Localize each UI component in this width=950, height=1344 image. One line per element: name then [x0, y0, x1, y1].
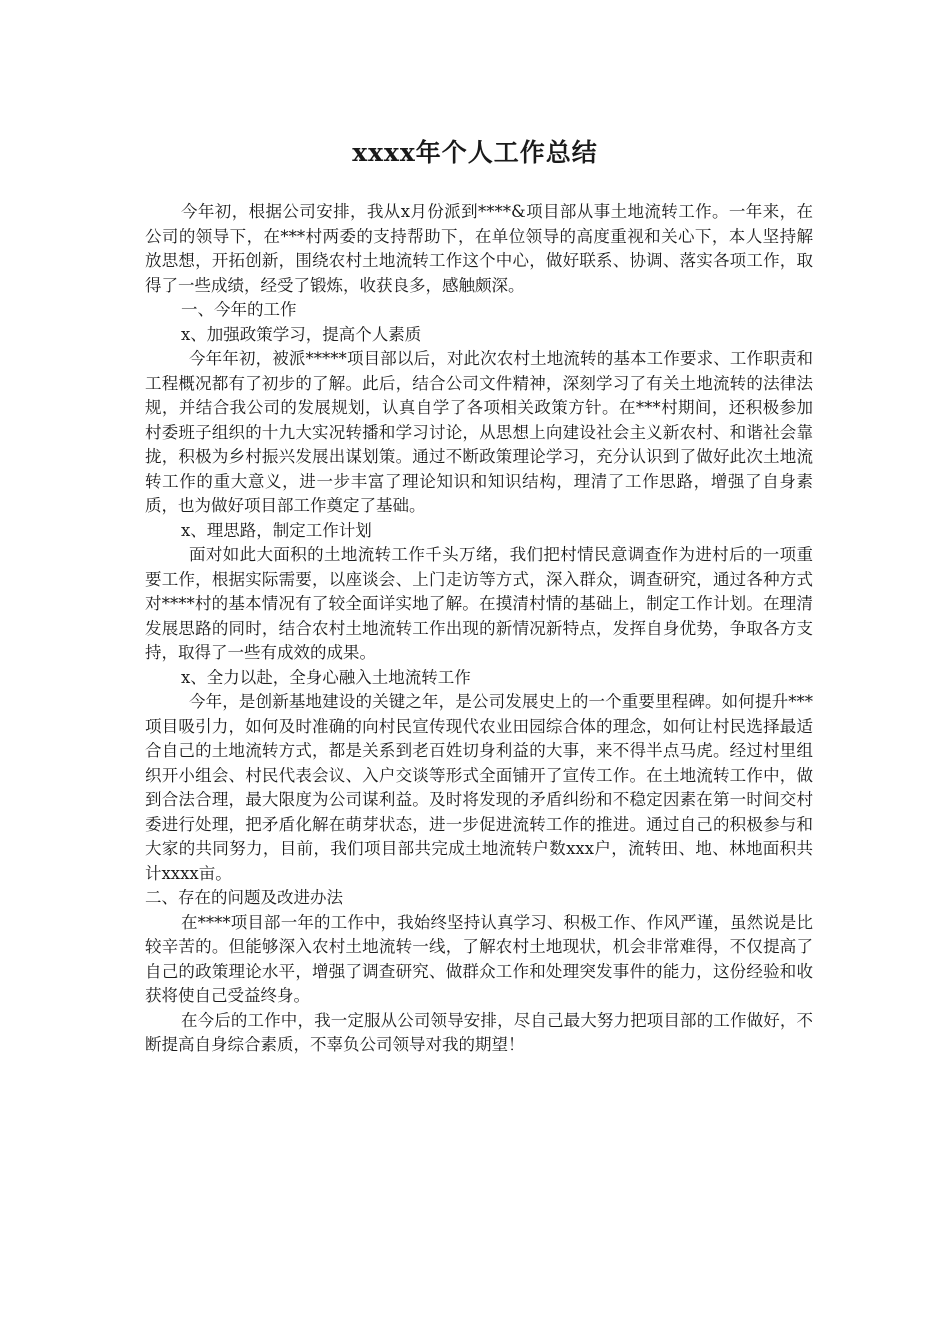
- problems-paragraph: 在****项目部一年的工作中，我始终坚持认真学习、积极工作、作风严谨，虽然说是比较辛苦的。但能够深入农村土地流转一线，了解农村土地现状，机会非常难得，不仅提高了自己的政策理论水平，增强了调查研究、做群众工作和处理突发事件的能力，这份经验和收获将使自己受益终身。: [145, 912, 813, 1005]
- closing-paragraph: 在今后的工作中，我一定服从公司领导安排，尽自己最大努力把项目部的工作做好，不断提高自身综合素质，不辜负公司领导对我的期望！: [145, 1010, 813, 1054]
- policy-study-paragraph: 今年年初，被派*****项目部以后，对此次农村土地流转的基本工作要求、工作职责和工程概况都有了初步的了解。此后，结合公司文件精神，深刻学习了有关土地流转的法律法规，并结合我公司的发展规划，认真自学了各项相关政策方针。在***村期间，还积极参加村委班子组织的十九大实况转播和学习讨论，从思想上向建设社会主义新农村、和谐社会靠拢，积极为乡村振兴发展出谋划策。通过不断政策理论学习，充分认识到了做好此次土地流转工作的重大意义，进一步丰富了理论知识和知识结构，理清了工作思路，增强了自身素质，也为做好项目部工作奠定了基础。: [145, 349, 813, 515]
- work-plan-paragraph: 面对如此大面积的土地流转工作千头万绪，我们把村情民意调查作为进村后的一项重要工作，根据实际需要，以座谈会、上门走访等方式，深入群众，调查研究，通过各种方式对****村的基本情况有了较全面详实地了解。在摸清村情的基础上，制定工作计划。在理清发展思路的同时，结合农村土地流转工作出现的新情况新特点，发挥自身优势，争取各方支持，取得了一些有成效的成果。: [145, 545, 813, 662]
- section-heading-problems: 二、存在的问题及改进办法: [145, 888, 343, 907]
- intro-paragraph: 今年初，根据公司安排，我从x月份派到****&项目部从事土地流转工作。一年来，在公司的领导下，在***村两委的支持帮助下，在单位领导的高度重视和关心下，本人坚持解放思想，开拓创新，围绕农村土地流转工作这个中心，做好联系、协调、落实各项工作，取得了一些成绩，经受了锻炼，收获良多，感触颇深。: [145, 202, 813, 295]
- full-effort-paragraph: 今年，是创新基地建设的关键之年，是公司发展史上的一个重要里程碑。如何提升***项目吸引力，如何及时准确的向村民宣传现代农业田园综合体的理念，如何让村民选择最适合自己的土地流转方式，都是关系到老百姓切身利益的大事，来不得半点马虎。经过村里组织开小组会、村民代表会议、入户交谈等形式全面铺开了宣传工作。在土地流转工作中，做到合法合理，最大限度为公司谋利益。及时将发现的矛盾纠纷和不稳定因素在第一时间交村委进行处理，把矛盾化解在萌芽状态，进一步促进流转工作的推进。通过自己的积极参与和大家的共同努力，目前，我们项目部共完成土地流转户数xxx户，流转田、地、林地面积共计xxxx亩。: [145, 692, 813, 883]
- subheading-work-plan: x、理思路，制定工作计划: [181, 520, 372, 540]
- section-heading-work: 一、今年的工作: [181, 300, 297, 319]
- subheading-full-effort: x、全力以赴，全身心融入土地流转工作: [181, 667, 471, 687]
- document-body: [145, 200, 813, 1058]
- document-title: xxxx年个人工作总结: [352, 138, 598, 167]
- subheading-policy-study: x、加强政策学习，提高个人素质: [181, 324, 422, 344]
